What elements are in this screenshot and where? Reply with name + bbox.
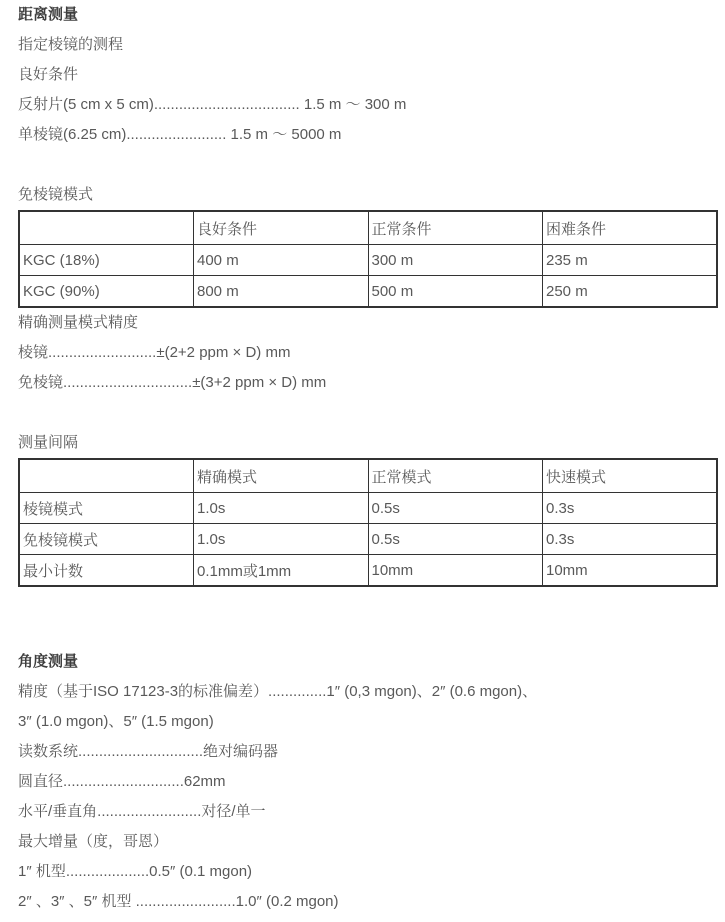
table-cell: 250 m — [543, 276, 718, 308]
table-cell: 0.1mm或1mm — [194, 555, 369, 587]
spacer — [18, 150, 720, 180]
table-row — [19, 276, 717, 308]
angle-accuracy-line-2: 3″ (1.0 mgon)、5″ (1.5 mgon) — [18, 713, 214, 730]
table-cell: 235 m — [543, 245, 718, 276]
horizontal-vertical-angle-line: 水平/垂直角.........................对径/单一 — [18, 803, 266, 820]
measurement-interval-table — [18, 458, 718, 587]
table-cell: 1.0s — [194, 524, 369, 555]
table-row — [19, 555, 717, 587]
table-cell: 0.5s — [368, 524, 543, 555]
table-header-cell: 困难条件 — [543, 211, 718, 245]
prism-range-label: 指定棱镜的测程 — [18, 36, 124, 53]
reflectorless-range-table — [18, 210, 718, 308]
reflective-sheet-range-line: 反射片(5 cm x 5 cm)................................... 1.5 m ～ 300 m — [18, 96, 407, 113]
table-cell: 400 m — [194, 245, 369, 276]
table-cell: 0.3s — [543, 493, 718, 524]
max-increment-label: 最大增量（度，哥恩） — [18, 833, 169, 850]
spacer — [18, 617, 720, 647]
table-row — [19, 245, 717, 276]
table-header-cell: 正常模式 — [368, 459, 543, 493]
table-row — [19, 493, 717, 524]
reflectorless-mode-label: 免棱镜模式 — [18, 186, 94, 203]
angle-section-title: 角度测量 — [18, 653, 79, 670]
table-header-row — [19, 211, 717, 245]
single-prism-range-line: 单棱镜(6.25 cm)........................ 1.5 m ～ 5000 m — [18, 126, 342, 143]
table-header-cell — [19, 211, 194, 245]
table-cell: 300 m — [368, 245, 543, 276]
distance-section-title: 距离测量 — [18, 6, 79, 23]
table-header-cell: 正常条件 — [368, 211, 543, 245]
prism-accuracy-line: 棱镜..........................±(2+2 ppm × D) mm — [18, 344, 291, 361]
spacer — [18, 587, 720, 617]
spacer — [18, 398, 720, 428]
table-cell: KGC (18%) — [19, 245, 194, 276]
table-cell: 最小计数 — [19, 555, 194, 587]
table-cell: 10mm — [368, 555, 543, 587]
table-header-cell — [19, 459, 194, 493]
table-cell: 免棱镜模式 — [19, 524, 194, 555]
table-header-row — [19, 459, 717, 493]
table-row — [19, 524, 717, 555]
circle-diameter-line: 圆直径.............................62mm — [18, 773, 226, 790]
model-235s-increment-line: 2″ 、3″ 、5″ 机型 ........................1.0″ (0.2 mgon) — [18, 893, 339, 910]
table-cell: 10mm — [543, 555, 718, 587]
measurement-interval-title: 测量间隔 — [18, 434, 79, 451]
table-cell: 1.0s — [194, 493, 369, 524]
table-header-cell: 快速模式 — [543, 459, 718, 493]
table-cell: 棱镜模式 — [19, 493, 194, 524]
table-cell: KGC (90%) — [19, 276, 194, 308]
reading-system-line: 读数系统..............................绝对编码器 — [18, 743, 279, 760]
table-cell: 0.5s — [368, 493, 543, 524]
table-cell: 500 m — [368, 276, 543, 308]
table-header-cell: 精确模式 — [194, 459, 369, 493]
fine-mode-accuracy-title: 精确测量模式精度 — [18, 314, 139, 331]
model-1s-increment-line: 1″ 机型....................0.5″ (0.1 mgon) — [18, 863, 253, 880]
table-header-cell: 良好条件 — [194, 211, 369, 245]
reflectorless-accuracy-line: 免棱镜...............................±(3+2 ppm × D) mm — [18, 374, 327, 391]
table-cell: 800 m — [194, 276, 369, 308]
table-cell: 0.3s — [543, 524, 718, 555]
angle-accuracy-line-1: 精度（基于ISO 17123-3的标准偏差）..............1″ (0,3 mgon)、2″ (0.6 mgon)、 — [18, 683, 538, 700]
good-condition-label: 良好条件 — [18, 66, 79, 83]
